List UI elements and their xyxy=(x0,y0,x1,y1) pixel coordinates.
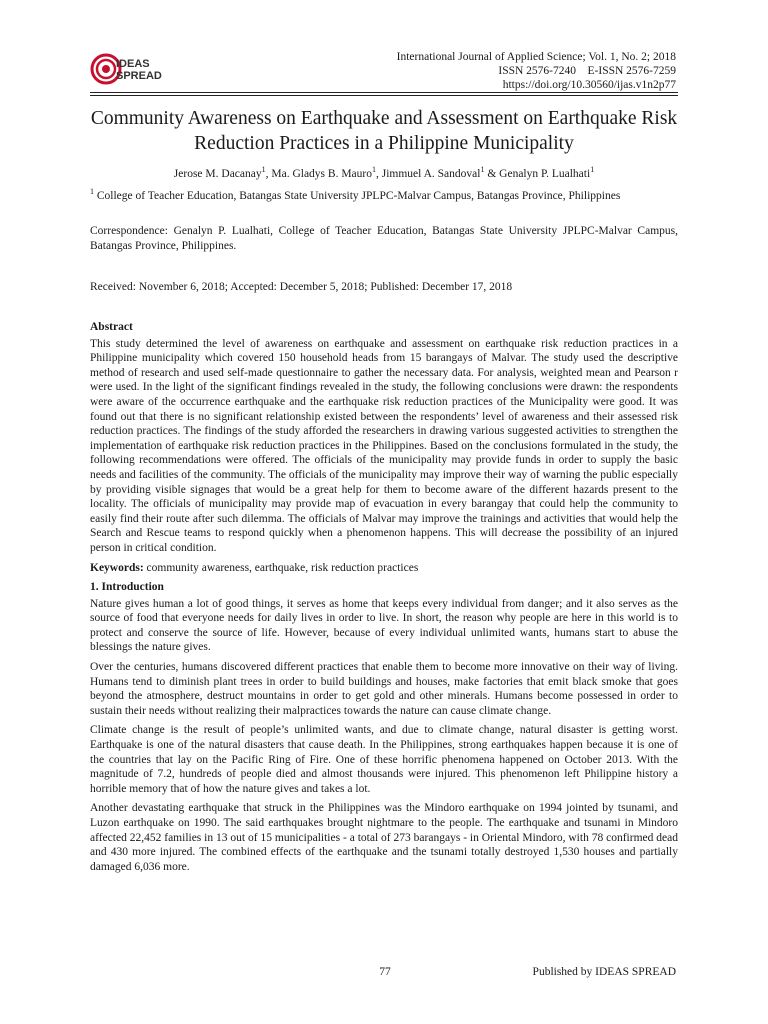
author-name: Jerose M. Dacanay xyxy=(173,168,262,180)
intro-paragraph: Nature gives human a lot of good things, it serves as home that keeps every individual from danger; and it also serves as the source of food that everyone needs for daily lives in order to live. In short, the reason why people are here in this world is to protect and conserve the source of life. However, because of every individual unlimited wants, humans start to abuse the blessings the nature gives. xyxy=(90,597,678,654)
logo-text-ideas: IDEAS xyxy=(116,58,150,70)
intro-paragraph: Over the centuries, humans discovered different practices that enable them to become more innovative on their way of living. Humans tend to diminish plant trees in order to build buildings and houses, make factories that emit black smoke that goes beyond the atmosphere, destruct mountains in order to get gold and other minerals. Humans become possessed in order to sustain their needs without realizing their malpractices towards the nature can cause climate change. xyxy=(90,661,678,717)
header-rule-top xyxy=(90,92,678,93)
author-name: Ma. Gladys B. Mauro xyxy=(271,168,372,180)
publisher-footer: Published by IDEAS SPREAD xyxy=(532,966,676,978)
doi-link[interactable]: https://doi.org/10.30560/ijas.v1n2p77 xyxy=(502,79,676,91)
introduction-heading: 1. Introduction xyxy=(90,581,164,594)
page-number: 77 xyxy=(379,966,391,978)
issn-line: ISSN 2576-7240 E-ISSN 2576-7259 xyxy=(498,65,676,77)
article-title: Community Awareness on Earthquake and Assessment on Earthquake Risk Reduction Practices in a Philippine Municipality xyxy=(90,108,678,154)
affiliation xyxy=(90,189,678,204)
author-affil-mark: 1 xyxy=(261,165,266,175)
ideas-spread-logo xyxy=(90,52,170,86)
intro-paragraph: Another devastating earthquake that struck in the Philippines was the Mindoro earthquake on 1994 jointed by tsunami, and Luzon earthquake on 1990. The said earthquakes brought nightmare to the people. The earthquake and tsunami in Mindoro affected 22,452 families in 13 out of 15 municipalities - a total of 273 barangays - in Oriental Mindoro, with 78 confirmed dead and 430 more injured. The combined effects of the earthquake and the tsunami totally destroyed 1,530 houses and partially damaged 6,036 more. xyxy=(90,802,678,873)
intro-paragraph: Climate change is the result of people’s unlimited wants, and due to climate change, natural disaster is getting worst. Earthquake is one of the natural disasters that cause death. In the Philippines, strong earthquakes happen because it is one of the countries that lay on the Pacific Ring of Fire. One of these horrific phenomena happened on October 2013. With the magnitude of 7.2, hundreds of people died and almost thousands were injured. This phenomenon left Philippine history a horrible memory that of how the nature gives and takes a lot. xyxy=(90,724,678,795)
abstract-heading: Abstract xyxy=(90,321,133,333)
author-affil-mark: 1 xyxy=(371,165,376,175)
author-separator: , xyxy=(265,168,272,180)
affiliation-text: College of Teacher Education, Batangas State University JPLPC-Malvar Campus, Batangas Province, Philippines xyxy=(94,190,621,202)
journal-citation: International Journal of Applied Science; Vol. 1, No. 2; 2018 xyxy=(396,51,676,63)
author-affil-mark: 1 xyxy=(590,165,595,175)
abstract-text: This study determined the level of awareness on earthquake and assessment on earthquake risk reduction practices in a Philippine municipality which covered 150 household heads from 15 barangays of Malvar. The study used the descriptive method of research and used self-made questionnaire to gather the necessary data. For analysis, weighted mean and Pearson r were used. In the light of the significant findings revealed in the study, the following conclusions were drawn: the respondents were aware of the occurrence earthquake and the earthquake risk reduction practices of the Municipality were good. It was found out that there is no significant relationship existed between the respondents’ level of awareness and their assessed risk reduction practices. The findings of the study afforded the researchers in drawing various suggested activities to strengthen the implementation of earthquake risk reduction practices in the Philippines. Based on the conclusions formulated in the study, the following recommendations were offered. The officials of the municipality may provide funds in order to supply the basic needs and facilities of the community. The officials of the municipality may improve their way of warning the public especially by providing visible signages that would be a great help for them to become aware of the different hazards present to the locality. The officials of municipality may provide map of evacuation in every barangay that could help the community to easily find their route after such dilemma. The officials of Malvar may improve the trainings and activities that would help the Search and Rescue teams to respond quickly when a phenomenon happens. This will decrease the possibility of an injured person in critical condition. xyxy=(90,337,678,554)
author-separator: , xyxy=(375,168,382,180)
keywords xyxy=(90,561,678,576)
article-body xyxy=(90,320,678,879)
logo-text-spread: SPREAD xyxy=(116,70,162,82)
author-affil-mark: 1 xyxy=(480,165,485,175)
author-name: Jimmuel A. Sandoval xyxy=(381,168,481,180)
keywords-text: community awareness, earthquake, risk reduction practices xyxy=(143,561,419,574)
publication-dates: Received: November 6, 2018; Accepted: December 5, 2018; Published: December 17, 2018 xyxy=(90,281,513,293)
header-rule-bottom xyxy=(90,95,678,96)
affiliation-mark: 1 xyxy=(90,187,94,197)
journal-meta xyxy=(276,50,676,92)
author-list xyxy=(90,167,678,181)
author-separator: & xyxy=(484,168,500,180)
author-name: Genalyn P. Lualhati xyxy=(499,168,591,180)
keywords-label: Keywords: xyxy=(90,561,144,574)
correspondence: Correspondence: Genalyn P. Lualhati, College of Teacher Education, Batangas State University JPLPC-Malvar Campus, Batangas Province, Philippines. xyxy=(90,225,678,252)
